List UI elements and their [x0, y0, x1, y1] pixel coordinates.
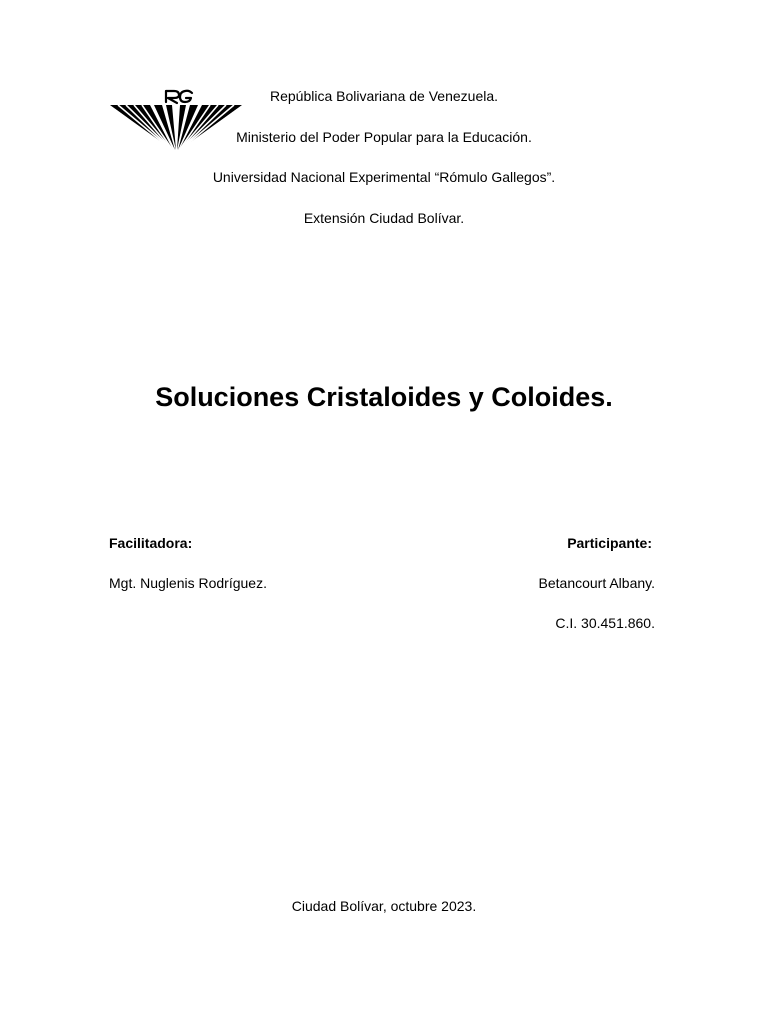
footer-place-date: Ciudad Bolívar, octubre 2023. — [291, 898, 477, 914]
header-ministry: Ministerio del Poder Popular para la Educación. — [236, 129, 532, 145]
document-title: Soluciones Cristaloides y Coloides. — [155, 382, 613, 412]
header-country: República Bolivariana de Venezuela. — [269, 88, 499, 104]
participant-label: Participante: — [567, 535, 652, 551]
participant-id: C.I. 30.451.860. — [555, 615, 655, 631]
facilitator-label: Facilitadora: — [109, 535, 193, 551]
facilitator-name: Mgt. Nuglenis Rodríguez. — [109, 575, 267, 591]
header-university: Universidad Nacional Experimental “Rómulo Gallegos”. — [212, 169, 556, 185]
header-extension: Extensión Ciudad Bolívar. — [303, 210, 465, 226]
participant-name: Betancourt Albany. — [538, 575, 655, 591]
